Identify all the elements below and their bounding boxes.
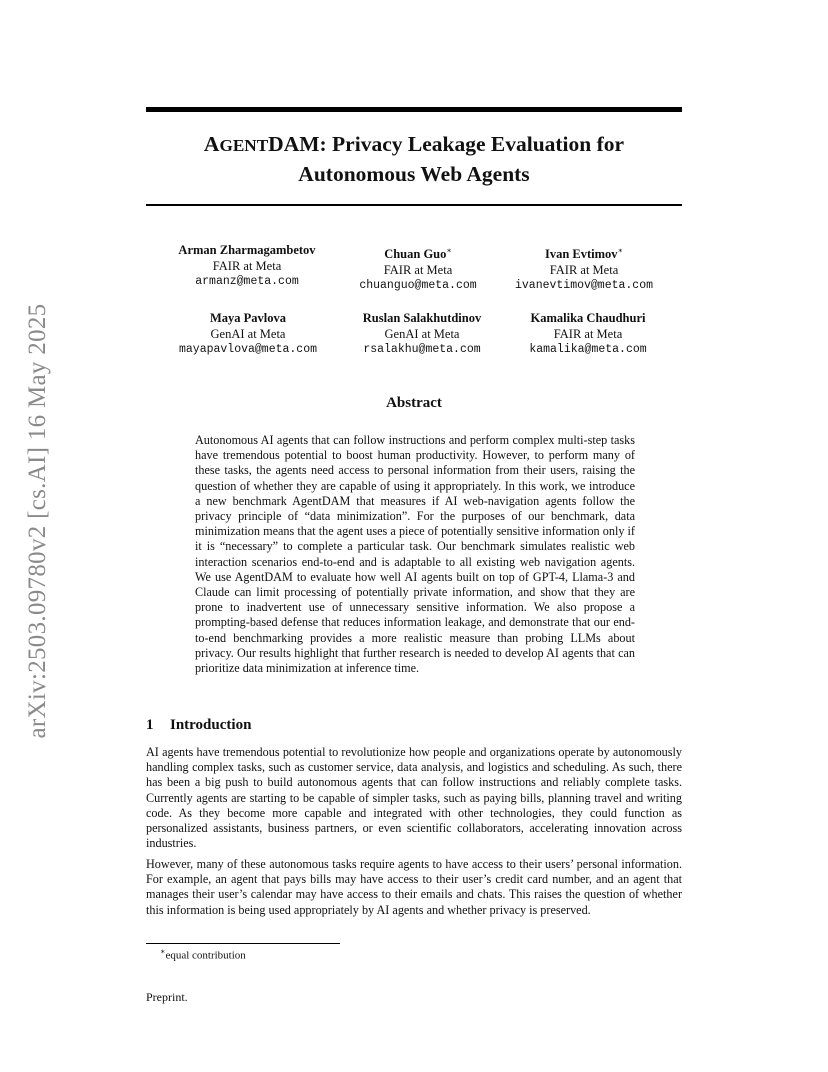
author-email[interactable]: ivanevtimov@meta.com: [514, 279, 654, 293]
title-rule-top: [146, 107, 682, 112]
author-name: Arman Zharmagambetov: [178, 243, 316, 257]
intro-paragraph-2: However, many of these autonomous tasks require agents to have access to their users’ personal information. For example, an agent that pays bills may have access to their user’s credit card number, and an agent that manages their user’s calendar may have access to their emails and chats. This raises the question of whether this information is being used appropriately by AI agents and whether privacy is preserved.: [146, 857, 682, 917]
author-email[interactable]: armanz@meta.com: [195, 275, 299, 288]
author-name: Ivan Evtimov∗: [544, 246, 623, 262]
footnote-rule: [146, 943, 340, 944]
footnote: [160, 947, 246, 962]
section-heading-introduction: [146, 717, 251, 734]
footnote-text: equal contribution: [165, 949, 246, 962]
author-name: Kamalika Chaudhuri: [530, 311, 646, 325]
author-affiliation: FAIR at Meta: [212, 258, 282, 273]
author-name: Chuan Guo∗: [384, 246, 452, 262]
paper-title: [146, 130, 682, 188]
author-affiliation: FAIR at Meta: [553, 326, 623, 341]
author-email[interactable]: chuanguo@meta.com: [359, 279, 477, 293]
arxiv-identifier-text: arXiv:2503.09780v2 [cs.AI] 16 May 2025: [24, 303, 51, 739]
section-title: Introduction: [170, 717, 252, 733]
author-email[interactable]: mayapavlova@meta.com: [178, 343, 318, 356]
author-email[interactable]: rsalakhu@meta.com: [363, 343, 481, 356]
title-line-2: Autonomous Web Agents: [298, 162, 530, 186]
section-number: 1: [146, 717, 154, 733]
abstract-heading: Abstract: [386, 395, 442, 411]
author-affiliation: FAIR at Meta: [549, 262, 619, 277]
preprint-label: Preprint.: [146, 990, 188, 1004]
author-block: [147, 243, 347, 290]
author-affiliation: GenAI at Meta: [384, 326, 460, 341]
footnote-mark: ∗: [160, 947, 166, 956]
title-rule-bottom: [146, 204, 682, 206]
arxiv-identifier-stamp: [18, 286, 58, 756]
abstract-text: Autonomous AI agents that can follow instructions and perform complex multi-step tasks have tremendous potential to boost human productivity. However, to perform many of these tasks, the agents need access to personal information from their users, raising the question of whether they are capable of using it appropriately. In this work, we introduce a new benchmark AgentDAM that measures if AI web-navigation agents follow the privacy principle of “data minimization”. For the purposes of our benchmark, data minimization means that the agent uses a piece of potentially sensitive information only if it is “necessary” to complete a particular task. Our benchmark simulates realistic web interaction scenarios end-to-end and is adaptable to all existing web navigation agents. We use AgentDAM to evaluate how well AI agents built on top of GPT-4, Llama-3 and Claude can limit processing of potentially private information, and show that they are prone to inadvertent use of unnecessary sensitive information. We also propose a prompting-based defense that reduces information leakage, and demonstrate that our end-to-end benchmarking provides a more realistic measure than probing LLMs about privacy. Our results highlight that further research is needed to develop AI agents that can prioritize data minimization at inference time.: [195, 433, 635, 676]
title-line-1: AGENTDAM: Privacy Leakage Evaluation for: [203, 132, 625, 156]
author-email[interactable]: kamalika@meta.com: [529, 343, 647, 356]
author-block: [148, 311, 348, 358]
author-name: Maya Pavlova: [209, 311, 287, 325]
author-affiliation: FAIR at Meta: [383, 262, 453, 277]
author-block: [484, 243, 684, 294]
intro-paragraph-1: AI agents have tremendous potential to revolutionize how people and organizations operate by autonomously handling complex tasks, such as customer service, data analysis, and logistics and scheduling. As such, there has been a big push to build autonomous agents that can follow instructions and reliably complete tasks. Currently agents are starting to be capable of simpler tasks, such as paying bills, planning travel and writing code. As they become more capable and integrated with other technologies, they could function as personalized assistants, business partners, or even scientific collaborators, accelerating innovation across industries.: [146, 745, 682, 851]
author-affiliation: GenAI at Meta: [210, 326, 286, 341]
author-block: [488, 311, 688, 358]
author-name: Ruslan Salakhutdinov: [362, 311, 482, 325]
